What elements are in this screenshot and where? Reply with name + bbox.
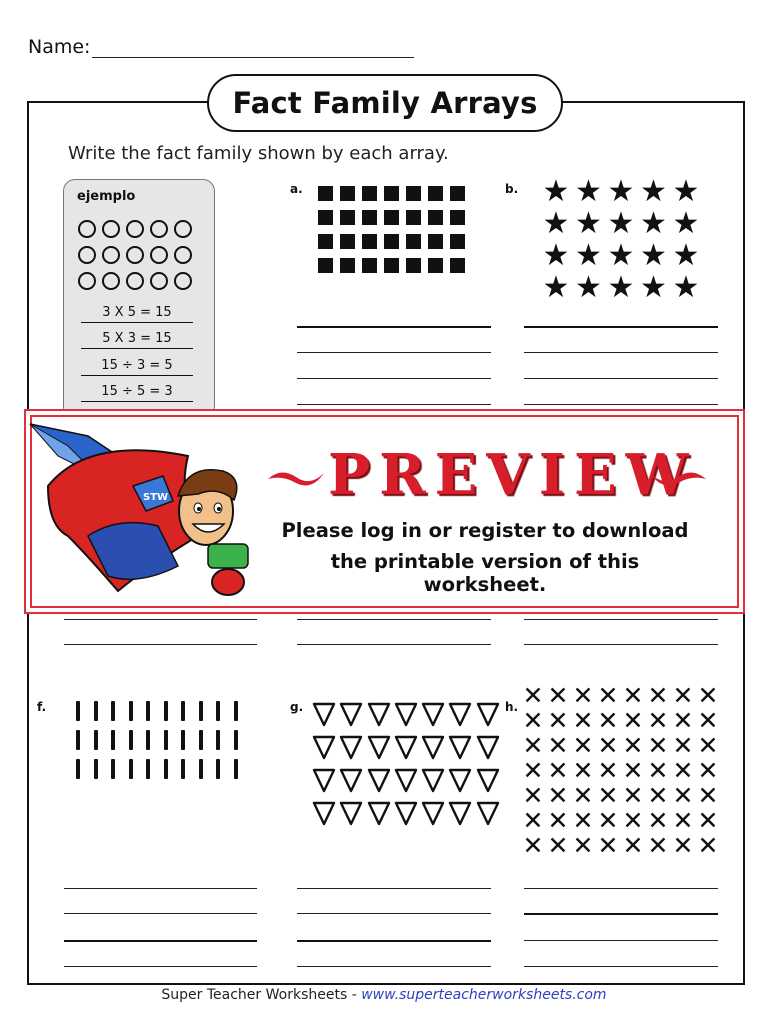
triangle-icon — [448, 801, 472, 826]
circle-icon — [126, 220, 144, 238]
square-icon — [384, 234, 399, 249]
answer-line[interactable] — [524, 644, 718, 645]
tally-icon — [146, 701, 150, 721]
answer-line[interactable] — [297, 940, 491, 942]
answer-line[interactable] — [524, 913, 718, 915]
square-icon — [340, 210, 355, 225]
circle-icon — [102, 220, 120, 238]
tally-icon — [216, 701, 220, 721]
circle-icon — [102, 272, 120, 290]
star-icon: ★ — [607, 238, 635, 273]
problem-b-letter: b. — [505, 182, 519, 196]
x-icon: ✕ — [572, 756, 594, 785]
x-icon: ✕ — [547, 781, 569, 810]
tally-icon — [216, 759, 220, 779]
x-icon: ✕ — [697, 806, 719, 835]
star-icon: ★ — [575, 174, 602, 209]
name-blank-line — [92, 36, 414, 58]
square-icon — [340, 258, 355, 273]
x-icon: ✕ — [522, 756, 544, 785]
triangle-icon — [394, 735, 418, 760]
circle-icon — [174, 246, 192, 264]
square-icon — [340, 234, 355, 249]
x-icon: ✕ — [672, 706, 694, 735]
triangle-icon — [312, 801, 336, 826]
tally-icon — [181, 759, 185, 779]
x-icon: ✕ — [622, 756, 644, 785]
tally-icon — [146, 730, 150, 750]
square-icon — [384, 186, 399, 201]
answer-line[interactable] — [64, 913, 257, 914]
answer-line[interactable] — [64, 966, 257, 967]
triangle-icon — [339, 768, 363, 793]
triangle-icon — [421, 735, 445, 760]
square-icon — [428, 234, 443, 249]
triangle-icon — [367, 735, 391, 760]
tally-icon — [76, 730, 80, 750]
x-icon: ✕ — [522, 781, 544, 810]
preview-message-line-2: the printable version of this worksheet. — [330, 550, 640, 596]
answer-line[interactable] — [524, 352, 718, 353]
x-icon: ✕ — [597, 781, 619, 810]
x-icon: ✕ — [672, 681, 694, 710]
triangle-icon — [394, 768, 418, 793]
square-icon — [428, 258, 443, 273]
star-icon: ★ — [672, 270, 700, 305]
circle-icon — [174, 220, 192, 238]
x-icon: ✕ — [697, 781, 719, 810]
answer-line[interactable] — [524, 966, 718, 967]
x-icon: ✕ — [622, 781, 644, 810]
x-icon: ✕ — [697, 756, 719, 785]
tally-icon — [181, 730, 185, 750]
problem-f-tally-array — [76, 701, 241, 779]
star-icon: ★ — [640, 206, 667, 241]
square-icon — [340, 186, 355, 201]
answer-line[interactable] — [297, 966, 491, 967]
x-icon: ✕ — [647, 731, 669, 760]
answer-line[interactable] — [297, 352, 491, 353]
answer-line[interactable] — [64, 619, 257, 620]
problem-a-letter: a. — [290, 182, 303, 196]
example-box — [63, 179, 215, 419]
problem-h-x-array — [522, 681, 719, 860]
x-icon: ✕ — [572, 806, 594, 835]
x-icon: ✕ — [622, 706, 644, 735]
square-icon — [318, 234, 333, 249]
x-icon: ✕ — [697, 731, 719, 760]
footer-text: Super Teacher Worksheets - — [161, 987, 362, 1003]
example-equation: 15 ÷ 5 = 3 — [81, 383, 193, 402]
star-icon: ★ — [542, 206, 570, 241]
x-icon: ✕ — [597, 731, 619, 760]
x-icon: ✕ — [547, 731, 569, 760]
star-icon: ★ — [607, 174, 635, 209]
star-icon: ★ — [607, 270, 635, 305]
answer-line[interactable] — [64, 888, 257, 889]
triangle-icon — [476, 702, 500, 727]
x-icon: ✕ — [622, 681, 644, 710]
square-icon — [362, 186, 377, 201]
swoosh-right-icon — [648, 465, 708, 491]
star-icon: ★ — [607, 206, 635, 241]
tally-icon — [216, 730, 220, 750]
tally-icon — [76, 759, 80, 779]
square-icon — [318, 210, 333, 225]
triangle-icon — [476, 768, 500, 793]
circle-icon — [150, 246, 168, 264]
tally-icon — [94, 701, 98, 721]
triangle-icon — [448, 702, 472, 727]
triangle-icon — [367, 702, 391, 727]
tally-icon — [234, 759, 238, 779]
square-icon — [318, 258, 333, 273]
x-icon: ✕ — [522, 706, 544, 735]
problem-g-letter: g. — [290, 700, 304, 714]
name-label: Name: — [28, 36, 91, 58]
square-icon — [406, 210, 421, 225]
tally-icon — [76, 701, 80, 721]
star-icon: ★ — [542, 238, 570, 273]
problem-b-star-array — [541, 174, 701, 305]
circle-icon — [150, 220, 168, 238]
x-icon: ✕ — [572, 781, 594, 810]
tally-icon — [199, 730, 203, 750]
star-icon: ★ — [672, 238, 700, 273]
square-icon — [406, 258, 421, 273]
example-label: ejemplo — [77, 189, 136, 204]
x-icon: ✕ — [597, 831, 619, 860]
square-icon — [406, 234, 421, 249]
square-icon — [362, 210, 377, 225]
x-icon: ✕ — [672, 831, 694, 860]
answer-line[interactable] — [524, 378, 718, 379]
tally-icon — [199, 759, 203, 779]
tally-icon — [234, 701, 238, 721]
answer-line[interactable] — [297, 378, 491, 379]
x-icon: ✕ — [522, 681, 544, 710]
triangle-icon — [312, 702, 336, 727]
x-icon: ✕ — [597, 706, 619, 735]
x-icon: ✕ — [547, 831, 569, 860]
square-icon — [428, 186, 443, 201]
triangle-icon — [339, 735, 363, 760]
answer-line[interactable] — [297, 619, 491, 620]
x-icon: ✕ — [647, 781, 669, 810]
circle-icon — [78, 246, 96, 264]
square-icon — [384, 258, 399, 273]
example-equation: 3 X 5 = 15 — [81, 304, 193, 323]
square-icon — [428, 210, 443, 225]
square-icon — [384, 210, 399, 225]
tally-icon — [129, 730, 133, 750]
x-icon: ✕ — [572, 681, 594, 710]
tally-icon — [111, 701, 115, 721]
square-icon — [406, 186, 421, 201]
square-icon — [362, 234, 377, 249]
tally-icon — [164, 730, 168, 750]
triangle-icon — [448, 768, 472, 793]
answer-line[interactable] — [64, 940, 257, 942]
answer-line[interactable] — [297, 888, 491, 889]
x-icon: ✕ — [572, 731, 594, 760]
star-icon: ★ — [575, 270, 602, 305]
triangle-icon — [448, 735, 472, 760]
footer — [0, 987, 768, 1003]
star-icon: ★ — [640, 270, 667, 305]
circle-icon — [78, 220, 96, 238]
x-icon: ✕ — [522, 806, 544, 835]
x-icon: ✕ — [597, 756, 619, 785]
x-icon: ✕ — [522, 831, 544, 860]
x-icon: ✕ — [572, 831, 594, 860]
name-field-row — [28, 36, 414, 58]
x-icon: ✕ — [697, 706, 719, 735]
triangle-icon — [312, 735, 336, 760]
square-icon — [450, 234, 465, 249]
answer-line[interactable] — [524, 619, 718, 620]
answer-line[interactable] — [524, 326, 718, 328]
example-circle-array — [78, 220, 198, 290]
answer-line[interactable] — [64, 644, 257, 645]
x-icon: ✕ — [547, 806, 569, 835]
star-icon: ★ — [542, 270, 570, 305]
x-icon: ✕ — [622, 806, 644, 835]
x-icon: ✕ — [672, 731, 694, 760]
triangle-icon — [339, 702, 363, 727]
square-icon — [450, 210, 465, 225]
star-icon: ★ — [672, 174, 700, 209]
x-icon: ✕ — [647, 831, 669, 860]
x-icon: ✕ — [547, 681, 569, 710]
triangle-icon — [421, 702, 445, 727]
worksheet-title: Fact Family Arrays — [207, 74, 563, 132]
preview-title: PREVIEW — [328, 442, 698, 508]
x-icon: ✕ — [597, 806, 619, 835]
tally-icon — [129, 701, 133, 721]
circle-icon — [78, 272, 96, 290]
example-equation: 15 ÷ 3 = 5 — [81, 357, 193, 376]
x-icon: ✕ — [647, 681, 669, 710]
circle-icon — [126, 272, 144, 290]
x-icon: ✕ — [622, 831, 644, 860]
answer-line[interactable] — [297, 326, 491, 328]
triangle-icon — [421, 768, 445, 793]
triangle-icon — [394, 702, 418, 727]
example-equation: 5 X 3 = 15 — [81, 330, 193, 349]
star-icon: ★ — [640, 174, 667, 209]
answer-line[interactable] — [524, 940, 718, 941]
x-icon: ✕ — [697, 831, 719, 860]
tally-icon — [94, 730, 98, 750]
circle-icon — [102, 246, 120, 264]
square-icon — [450, 186, 465, 201]
x-icon: ✕ — [647, 706, 669, 735]
answer-line[interactable] — [297, 913, 491, 914]
triangle-icon — [394, 801, 418, 826]
svg-text:STW: STW — [143, 492, 169, 503]
triangle-icon — [476, 735, 500, 760]
tally-icon — [111, 730, 115, 750]
triangle-icon — [367, 801, 391, 826]
star-icon: ★ — [575, 206, 602, 241]
star-icon: ★ — [640, 238, 667, 273]
answer-line[interactable] — [524, 888, 718, 889]
answer-line[interactable] — [524, 404, 718, 405]
square-icon — [362, 258, 377, 273]
circle-icon — [126, 246, 144, 264]
tally-icon — [94, 759, 98, 779]
tally-icon — [199, 701, 203, 721]
tally-icon — [164, 759, 168, 779]
x-icon: ✕ — [647, 756, 669, 785]
tally-icon — [164, 701, 168, 721]
problem-g-triangle-array — [312, 702, 500, 826]
tally-icon — [234, 730, 238, 750]
tally-icon — [146, 759, 150, 779]
x-icon: ✕ — [622, 731, 644, 760]
tally-icon — [129, 759, 133, 779]
star-icon: ★ — [672, 206, 700, 241]
tally-icon — [181, 701, 185, 721]
superhero-mascot-icon — [28, 416, 258, 606]
footer-link[interactable]: www.superteacherworksheets.com — [361, 987, 607, 1003]
triangle-icon — [476, 801, 500, 826]
x-icon: ✕ — [597, 681, 619, 710]
x-icon: ✕ — [647, 806, 669, 835]
square-icon — [318, 186, 333, 201]
x-icon: ✕ — [672, 806, 694, 835]
x-icon: ✕ — [522, 731, 544, 760]
x-icon: ✕ — [672, 781, 694, 810]
triangle-icon — [367, 768, 391, 793]
instructions: Write the fact family shown by each array. — [68, 143, 449, 164]
preview-message-line-1: Please log in or register to download — [281, 519, 689, 542]
answer-line[interactable] — [297, 404, 491, 405]
circle-icon — [174, 272, 192, 290]
star-icon: ★ — [542, 174, 570, 209]
star-icon: ★ — [575, 238, 602, 273]
circle-icon — [150, 272, 168, 290]
problem-f-letter: f. — [37, 700, 47, 714]
triangle-icon — [312, 768, 336, 793]
x-icon: ✕ — [547, 756, 569, 785]
tally-icon — [111, 759, 115, 779]
problem-a-square-array — [318, 186, 465, 273]
x-icon: ✕ — [672, 756, 694, 785]
x-icon: ✕ — [697, 681, 719, 710]
swoosh-left-icon — [266, 465, 326, 491]
answer-line[interactable] — [297, 644, 491, 645]
problem-h-letter: h. — [505, 700, 519, 714]
x-icon: ✕ — [547, 706, 569, 735]
triangle-icon — [339, 801, 363, 826]
x-icon: ✕ — [572, 706, 594, 735]
square-icon — [450, 258, 465, 273]
triangle-icon — [421, 801, 445, 826]
